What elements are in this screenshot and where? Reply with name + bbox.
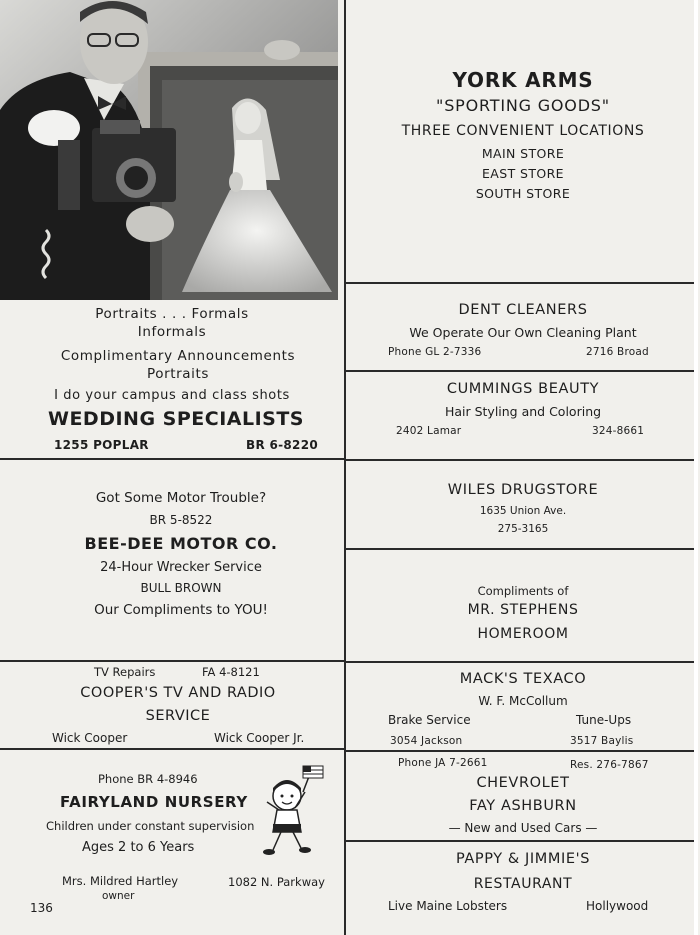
cummings-phone: 324-8661 bbox=[592, 425, 645, 437]
pappy-location: Hollywood bbox=[586, 899, 649, 913]
macks-owner: W. F. McCollum bbox=[478, 694, 568, 708]
macks-right-service: Tune-Ups bbox=[576, 713, 632, 727]
cummings-name: CUMMINGS BEAUTY bbox=[446, 381, 600, 397]
divider bbox=[0, 748, 344, 750]
wiles-phone: 275-3165 bbox=[497, 523, 549, 535]
beedee-name: BEE-DEE MOTOR CO. bbox=[84, 534, 278, 553]
macks-name: MACK'S TEXACO bbox=[459, 671, 587, 687]
wiles-name: WILES DRUGSTORE bbox=[447, 482, 599, 498]
chevrolet-res: Res. 276-7867 bbox=[570, 759, 649, 771]
macks-right-address: 3517 Baylis bbox=[570, 735, 634, 747]
divider bbox=[346, 459, 694, 461]
cummings-address: 2402 Lamar bbox=[396, 425, 462, 437]
dent-phone: Phone GL 2-7336 bbox=[388, 346, 482, 358]
york-arms-store: EAST STORE bbox=[482, 166, 564, 181]
pappy-specialty: Live Maine Lobsters bbox=[388, 899, 508, 913]
divider bbox=[346, 661, 694, 663]
york-arms-store: MAIN STORE bbox=[481, 146, 565, 161]
divider bbox=[0, 660, 344, 662]
pappy-type: RESTAURANT bbox=[473, 876, 573, 892]
beedee-phone: BR 5-8522 bbox=[149, 513, 213, 527]
chevrolet-tagline: — New and Used Cars — bbox=[448, 821, 598, 835]
fairyland-phone: Phone BR 4-8946 bbox=[98, 772, 198, 786]
chevrolet-name: CHEVROLET bbox=[476, 775, 570, 791]
wiles-address: 1635 Union Ave. bbox=[479, 505, 567, 517]
child-with-flag-illustration bbox=[255, 762, 335, 862]
photographer-line-5: I do your campus and class shots bbox=[54, 388, 290, 403]
chevrolet-dealer: FAY ASHBURN bbox=[469, 798, 577, 814]
divider bbox=[346, 548, 694, 550]
cummings-tagline: Hair Styling and Coloring bbox=[444, 404, 602, 419]
cooper-phone: FA 4-8121 bbox=[202, 665, 260, 679]
stephens-line-3: HOMEROOM bbox=[477, 626, 569, 642]
chevrolet-phone: Phone JA 7-2661 bbox=[398, 757, 488, 769]
york-arms-locations: THREE CONVENIENT LOCATIONS bbox=[401, 123, 645, 139]
divider bbox=[346, 840, 694, 842]
divider bbox=[346, 282, 694, 284]
fairyland-contact-name: Mrs. Mildred Hartley bbox=[62, 874, 179, 888]
divider bbox=[346, 370, 694, 372]
fairyland-ages: Ages 2 to 6 Years bbox=[82, 840, 195, 855]
photographer-line-3: Complimentary Announcements bbox=[60, 348, 296, 364]
cooper-name-line-1: COOPER'S TV AND RADIO bbox=[80, 685, 276, 701]
photographer-line-2: Informals bbox=[137, 324, 207, 340]
york-arms-store: SOUTH STORE bbox=[475, 186, 571, 201]
fairyland-name: FAIRYLAND NURSERY bbox=[60, 793, 248, 811]
cooper-service: TV Repairs bbox=[94, 665, 156, 679]
divider bbox=[346, 750, 694, 752]
macks-left-address: 3054 Jackson bbox=[390, 735, 463, 747]
beedee-owner: BULL BROWN bbox=[140, 581, 222, 595]
york-arms-tagline: "SPORTING GOODS" bbox=[436, 96, 610, 115]
beedee-service: 24-Hour Wrecker Service bbox=[100, 560, 262, 575]
stephens-line-1: Compliments of bbox=[477, 584, 569, 598]
page-number: 136 bbox=[30, 901, 53, 915]
macks-left-service: Brake Service bbox=[388, 713, 471, 727]
stephens-line-2: MR. STEPHENS bbox=[467, 602, 579, 618]
cooper-name-line-2: SERVICE bbox=[145, 708, 211, 724]
photographer-phone: BR 6-8220 bbox=[246, 438, 318, 452]
fairyland-tagline: Children under constant supervision bbox=[46, 819, 255, 833]
cooper-person-1: Wick Cooper bbox=[52, 731, 128, 745]
column-divider bbox=[344, 0, 346, 935]
page-edge bbox=[694, 0, 698, 935]
pappy-name: PAPPY & JIMMIE'S bbox=[455, 851, 591, 867]
photographer-photo bbox=[0, 0, 338, 300]
divider bbox=[0, 458, 344, 460]
fairyland-contact-role: owner bbox=[102, 890, 135, 902]
cooper-person-2: Wick Cooper Jr. bbox=[214, 731, 305, 745]
photographer-address: 1255 POPLAR bbox=[54, 438, 149, 452]
beedee-closing: Our Compliments to YOU! bbox=[94, 602, 268, 618]
dent-tagline: We Operate Our Own Cleaning Plant bbox=[409, 325, 637, 340]
york-arms-name: YORK ARMS bbox=[452, 68, 594, 92]
beedee-line-1: Got Some Motor Trouble? bbox=[95, 490, 267, 506]
photographer-line-4: Portraits bbox=[146, 366, 210, 382]
dent-address: 2716 Broad bbox=[586, 346, 649, 358]
photographer-line-1: Portraits . . . Formals bbox=[95, 306, 249, 322]
dent-name: DENT CLEANERS bbox=[458, 302, 588, 318]
photographer-photo-illustration bbox=[0, 0, 338, 300]
fairyland-address: 1082 N. Parkway bbox=[228, 875, 325, 889]
photographer-headline: WEDDING SPECIALISTS bbox=[48, 408, 304, 430]
